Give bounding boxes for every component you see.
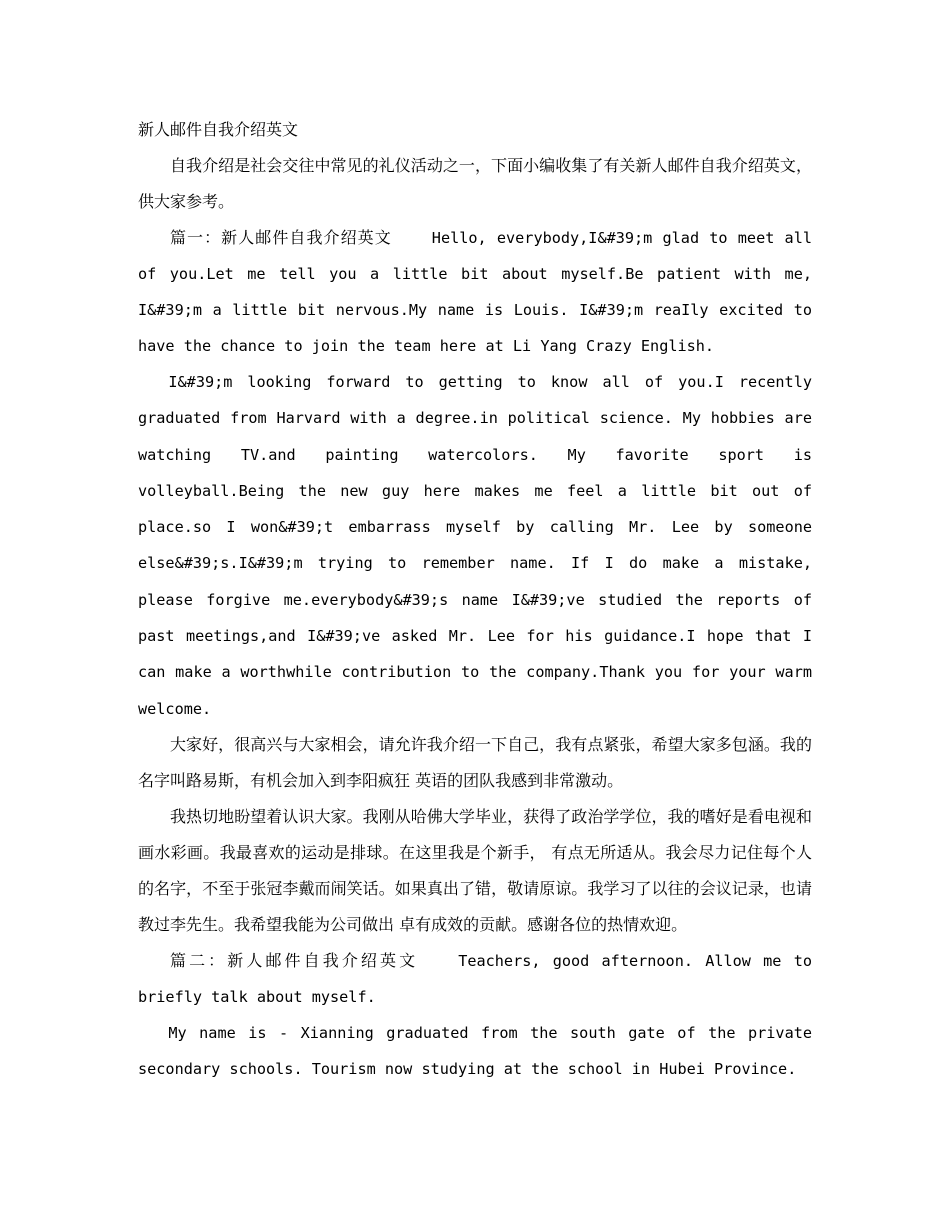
section2-paragraph-2: My name is - Xianning graduated from the south gate of the private secondary schools. Tourism now studying at the school in Hubei Province. [138, 1023, 812, 1079]
section1-paragraph-2: I&#39;m looking forward to getting to know all of you.I recently graduated from Harvard with a degree.in political science. My hobbies are watching TV.and painting watercolors. My favorite sport is volleyball.Being the new guy here makes me feel a little bit out of place.so I won&#39;t embarrass myself by calling Mr. Lee by someone else&#39;s.I&#39;m trying to remember name. If I do make a mistake, please forgive me.everybody&#39;s name I&#39;ve studied the reports of past meetings,and I&#39;ve asked Mr. Lee for his guidance.I hope that I can make a worthwhile contribution to the company.Thank you for your warm welcome. [138, 373, 812, 718]
section1-heading: 篇一：新人邮件自我介绍英文 [170, 228, 392, 247]
section2-heading: 篇二：新人邮件自我介绍英文 [170, 950, 419, 970]
document-title: 新人邮件自我介绍英文 [138, 120, 299, 139]
section2-paragraph-1 [138, 943, 812, 1015]
section1-paragraph-3: 大家好，很高兴与大家相会，请允许我介绍一下自己，我有点紧张，希望大家多包涵。我的名字叫路易斯，有机会加入到李阳疯狂 英语的团队我感到非常激动。 [138, 734, 812, 790]
section2-english-text-1: Teachers, good afternoon. Allow me to briefly talk about myself. [138, 951, 812, 1006]
intro-paragraph: 自我介绍是社会交往中常见的礼仪活动之一，下面小编收集了有关新人邮件自我介绍英文，供大家参考。 [138, 156, 812, 211]
document-body [138, 112, 812, 1088]
section1-paragraph-1 [138, 220, 812, 364]
section1-english-text-1: Hello, everybody,I&#39;m glad to meet all of you.Let me tell you a little bit about myself.Be patient with me, I&#39;m a little bit nervous.My name is Louis. I&#39;m reaIly excited to have the chance to join the team here at Li Yang Crazy English. [138, 229, 812, 355]
section1-paragraph-4: 我热切地盼望着认识大家。我刚从哈佛大学毕业，获得了政治学学位，我的嗜好是看电视和画水彩画。我最喜欢的运动是排球。在这里我是个新手， 有点无所适从。我会尽力记住每个人的名字，不至于张冠李戴而闹笑话。如果真出了错，敬请原谅。我学习了以往的会议记录，也请教过李先生。我希望我能为公司做出 卓有成效的贡献。感谢各位的热情欢迎。 [138, 806, 812, 934]
